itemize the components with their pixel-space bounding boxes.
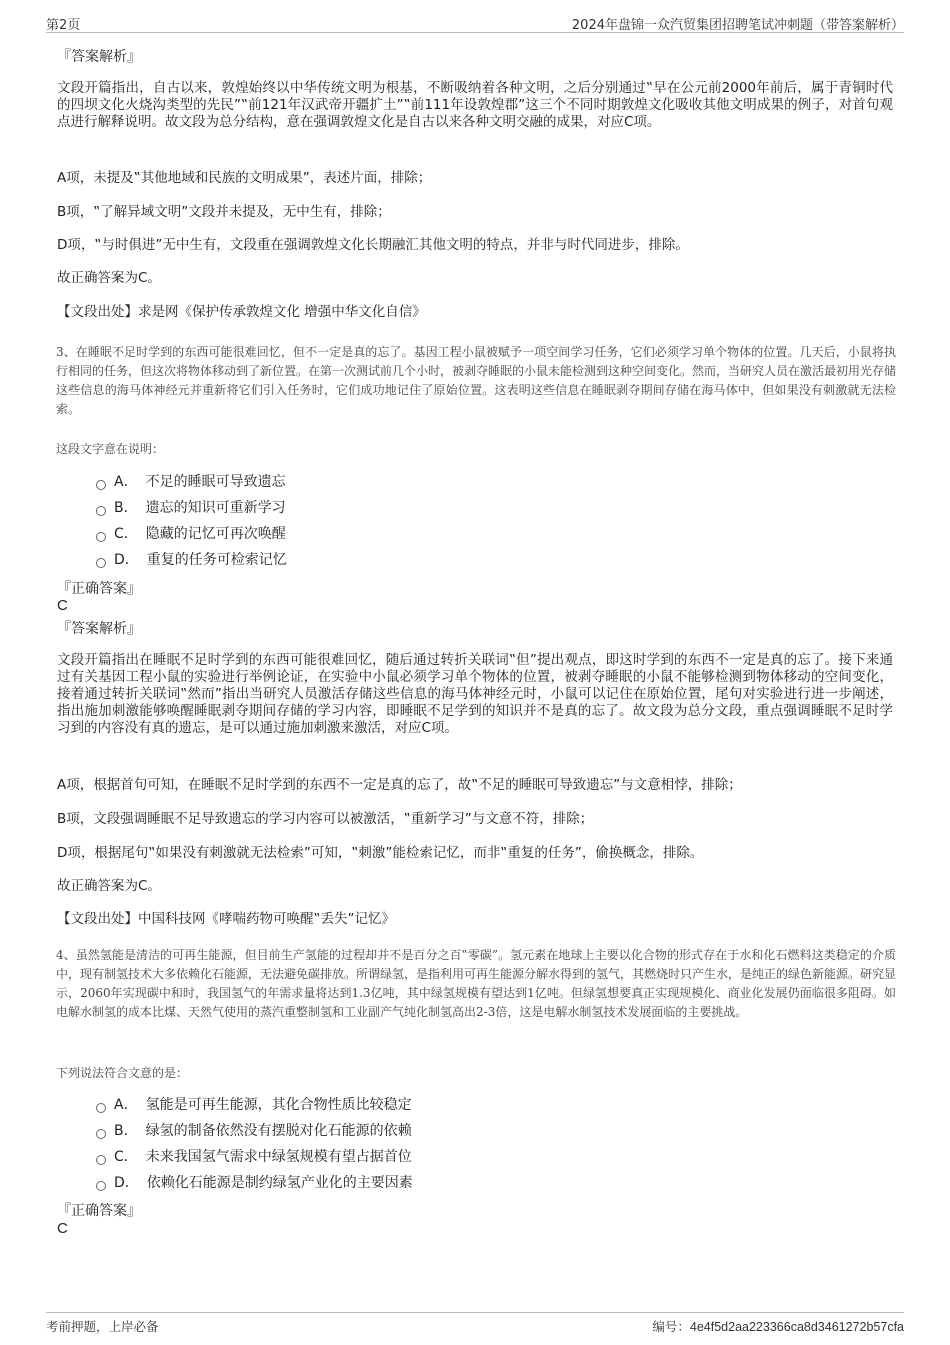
radio-icon[interactable] [96,1103,106,1113]
question-3-option-a[interactable]: A． 不足的睡眠可导致遗忘 [96,473,286,491]
radio-icon[interactable] [96,558,106,568]
analysis-option-d: D项，根据尾句‟如果没有刺激就无法检索”可知，‟刺激”能检索记忆，而非‟重复的任务”，偷换概念，排除。 [57,845,704,861]
question-3-option-d[interactable]: D． 重复的任务可检索记忆 [96,551,287,569]
correct-answer-label: 『正确答案』 [57,1203,141,1219]
passage-source: 【文段出处】求是网《保护传承敦煌文化 增强中华文化自信》 [57,304,426,320]
question-4-option-a[interactable]: A． 氢能是可再生能源，其化合物性质比较稳定 [96,1096,412,1114]
analysis-option-a: A项，未提及‟其他地域和民族的文明成果”，表述片面，排除； [57,170,432,186]
question-3-option-c[interactable]: C． 隐藏的记忆可再次唤醒 [96,525,286,543]
radio-icon[interactable] [96,532,106,542]
analysis-option-a: A项，根据首句可知，在睡眠不足时学到的东西不一定是真的忘了，故‟不足的睡眠可导致遗忘”与文意相悖，排除； [57,777,742,793]
document-code: 编号：4e4f5d2aa223366ca8d3461272b57cfa [652,1319,904,1334]
analysis-label: 『答案解析』 [57,49,141,65]
analysis-option-b: B项，‟了解异域文明”文段并未提及，无中生有，排除； [57,204,391,220]
question-4-option-c[interactable]: C． 未来我国氢气需求中绿氢规模有望占据首位 [96,1148,412,1166]
radio-icon[interactable] [96,1129,106,1139]
question-3-prompt: 这段文字意在说明： [56,442,165,456]
question-3-option-b[interactable]: B． 遗忘的知识可重新学习 [96,499,286,517]
question-4-prompt: 下列说法符合文意的是： [56,1066,189,1080]
radio-icon[interactable] [96,480,106,490]
page-number: 第2页 [46,18,81,33]
page-footer [46,1312,904,1337]
analysis-paragraph: 文段开篇指出在睡眠不足时学到的东西可能很难回忆，随后通过转折关联词‟但”提出观点，即这时学到的东西不一定是真的忘了。接下来通过有关基因工程小鼠的实验进行举例论证，在实验中小鼠必须学习单个物体的位置，被剥夺睡眠的小鼠不能够检测到物体移动的空间变化，接着通过转折关联词‟然而”指出当研究人员激活存储这些信息的海马体神经元时，小鼠可以记住在原始位置，尾句对实验进行进一步阐述，指出施加刺激能够唤醒睡眠剥夺期间存储的学习内容，即睡眠不足学到的知识并不是真的忘了。故文段为总分文段，重点强调睡眠不足时学习到的内容没有真的遗忘，是可以通过施加刺激来激活，对应C项。 [57,652,893,736]
question-4-text: 4、虽然氢能是清洁的可再生能源，但目前生产氢能的过程却并不是百分之百‟零碳”。氢元素在地球上主要以化合物的形式存在于水和化石燃料这类稳定的介质中，现有制氢技术大多依赖化石能源，无法避免碳排放。所谓绿氢，是指利用可再生能源分解水得到的氢气，其燃烧时只产生水，是纯正的绿色新能源。研究显示，2060年实现碳中和时，我国氢气的年需求量将达到1.3亿吨，其中绿氢规模有望达到1亿吨。但绿氢想要真正实现规模化、商业化发展仍面临很多阻碍。如电解水制氢的成本比煤、天然气使用的蒸汽重整制氢和工业副产气纯化制氢高出2-3倍，这是电解水制氢技术发展面临的主要挑战。 [56,948,897,1019]
analysis-option-b: B项，文段强调睡眠不足导致遗忘的学习内容可以被激活，‟重新学习”与文意不符，排除； [57,811,594,827]
passage-source: 【文段出处】中国科技网《哮喘药物可唤醒‟丢失”记忆》 [57,911,395,927]
analysis-option-d: D项，‟与时俱进”无中生有，文段重在强调敦煌文化长期融汇其他文明的特点，并非与时代同进步，排除。 [57,237,689,253]
question-4-option-d[interactable]: D． 依赖化石能源是制约绿氢产业化的主要因素 [96,1174,413,1192]
analysis-conclusion: 故正确答案为C。 [57,878,161,894]
correct-answer: C [57,1220,68,1237]
page-header [46,10,904,33]
analysis-conclusion: 故正确答案为C。 [57,270,161,286]
analysis-label: 『答案解析』 [57,621,141,637]
radio-icon[interactable] [96,506,106,516]
question-3-text: 3、在睡眠不足时学到的东西可能很难回忆，但不一定是真的忘了。基因工程小鼠被赋予一项空间学习任务，它们必须学习单个物体的位置。几天后，小鼠将执行相同的任务，但这次将物体移动到了新位置。在第一次测试前几个小时，被剥夺睡眠的小鼠未能检测到这种空间变化。然而，当研究人员在激活最初用光存储这些信息的海马体神经元并重新将它们引入任务时，它们成功地记住了原始位置。这表明这些信息在睡眠剥夺期间存储在海马体中，但如果没有刺激就无法检索。 [56,345,897,416]
question-4-option-b[interactable]: B． 绿氢的制备依然没有摆脱对化石能源的依赖 [96,1122,412,1140]
radio-icon[interactable] [96,1155,106,1165]
correct-answer-label: 『正确答案』 [57,581,141,597]
footer-slogan: 考前押题，上岸必备 [46,1319,159,1334]
radio-icon[interactable] [96,1181,106,1191]
document-title: 2024年盘锦一众汽贸集团招聘笔试冲刺题（带答案解析） [571,18,904,33]
correct-answer: C [57,597,68,614]
analysis-paragraph: 文段开篇指出，自古以来，敦煌始终以中华传统文明为根基，不断吸纳着各种文明，之后分别通过‟早在公元前2000年前后，属于青铜时代的四坝文化火烧沟类型的先民”‟前121年汉武帝开疆扩土”‟前111年设敦煌郡”这三个不同时期敦煌文化吸收其他文明成果的例子，对首句观点进行解释说明。故文段为总分结构，意在强调敦煌文化是自古以来各种文明交融的成果，对应C项。 [57,80,893,130]
